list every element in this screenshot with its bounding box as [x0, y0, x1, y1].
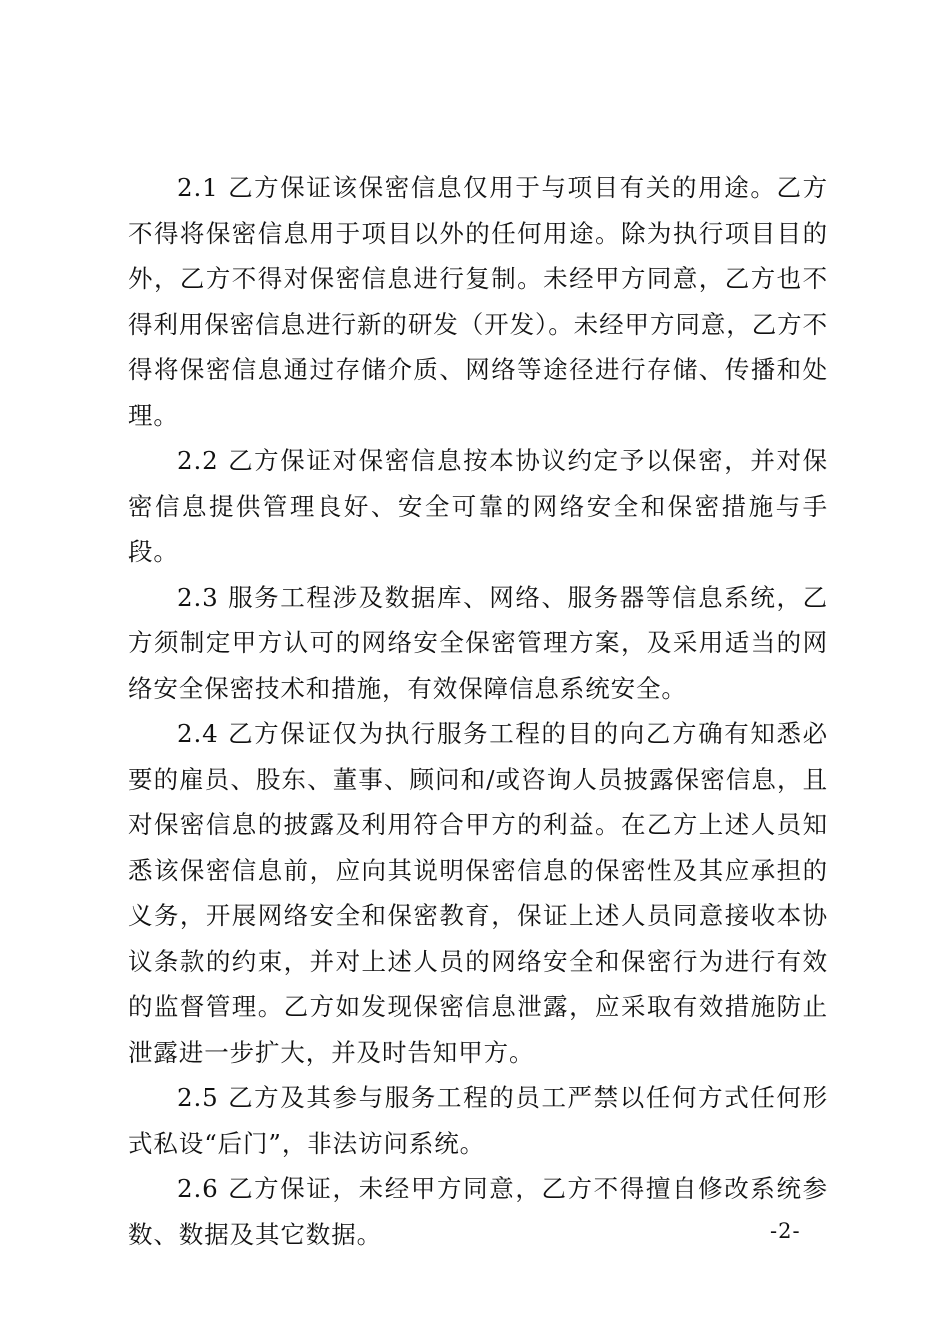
page-number: -2-	[770, 1219, 801, 1243]
clause-2-3: 2.3 服务工程涉及数据库、网络、服务器等信息系统，乙方须制定甲方认可的网络安全保密管理方案，及采用适当的网络安全保密技术和措施，有效保障信息系统安全。	[128, 582, 828, 703]
clause-2-5: 2.5 乙方及其参与服务工程的员工严禁以任何方式任何形式私设“后门”，非法访问系统。	[128, 1083, 828, 1158]
clause-2-2: 2.2 乙方保证对保密信息按本协议约定予以保密，并对保密信息提供管理良好、安全可靠的网络安全和保密措施与手段。	[128, 446, 828, 566]
clause-2-1: 2.1 乙方保证该保密信息仅用于与项目有关的用途。乙方不得将保密信息用于项目以外的任何用途。除为执行项目目的外，乙方不得对保密信息进行复制。未经甲方同意，乙方也不得利用保密信息进行新的研发（开发）。未经甲方同意，乙方不得将保密信息通过存储介质、网络等途径进行存储、传播和处理。	[128, 173, 828, 430]
clause-2-6: 2.6 乙方保证，未经甲方同意，乙方不得擅自修改系统参数、数据及其它数据。	[128, 1174, 828, 1249]
document-body	[128, 165, 828, 1257]
clause-2-4: 2.4 乙方保证仅为执行服务工程的目的向乙方确有知悉必要的雇员、股东、董事、顾问和/或咨询人员披露保密信息，且对保密信息的披露及利用符合甲方的利益。在乙方上述人员知悉该保密信息前，应向其说明保密信息的保密性及其应承担的义务，开展网络安全和保密教育，保证上述人员同意接收本协议条款的约束，并对上述人员的网络安全和保密行为进行有效的监督管理。乙方如发现保密信息泄露，应采取有效措施防止泄露进一步扩大，并及时告知甲方。	[128, 719, 828, 1067]
